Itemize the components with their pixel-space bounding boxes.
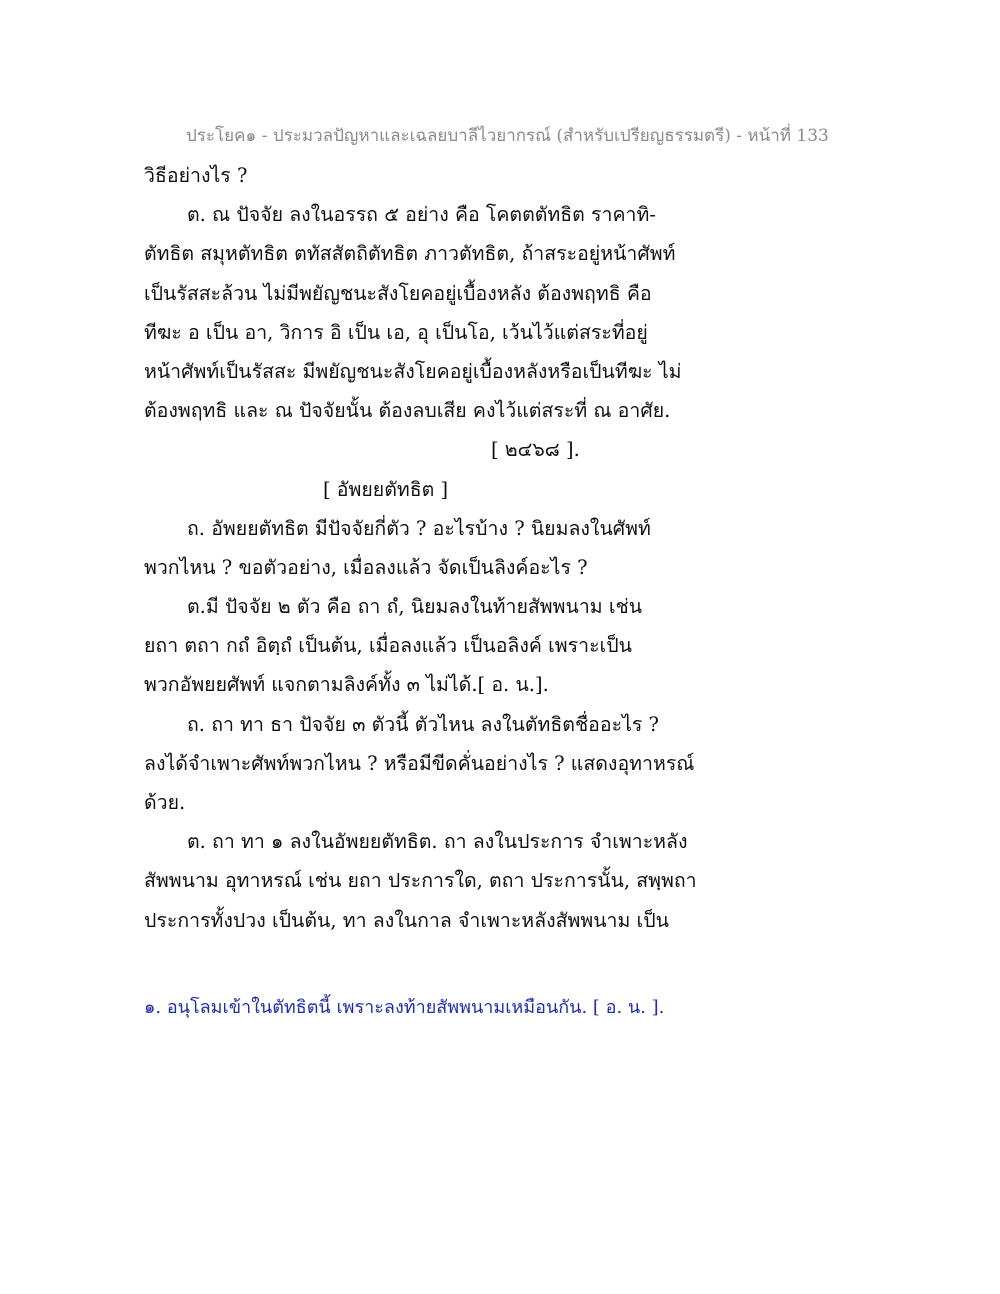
- text-line: ประการทั้งปวง เป็นต้น, ทา ลงในกาล จำเพาะหลังสัพพนาม เป็น: [144, 908, 669, 932]
- text-line: ด้วย.: [144, 791, 186, 814]
- text-line: ต.มี ปัจจัย ๒ ตัว คือ ถา ถํ, นิยมลงในท้ายสัพพนาม เช่น: [187, 595, 643, 619]
- text-line: ต. ถา ทา ๑ ลงในอัพยยตัทธิต. ถา ลงในประการ จำเพาะหลัง: [187, 830, 688, 854]
- text-line: ต. ณ ปัจจัย ลงในอรรถ ๕ อย่าง คือ โคตตตัทธิต ราคาทิ-: [187, 203, 656, 227]
- text-line: พวกไหน ? ขอตัวอย่าง, เมื่อลงแล้ว จัดเป็นลิงค์อะไร ?: [144, 555, 588, 579]
- text-line: หน้าศัพท์เป็นรัสสะ มีพยัญชนะสังโยคอยู่เบื้องหลังหรือเป็นทีฆะ ไม่: [144, 359, 682, 383]
- text-line: ถ. อัพยยตัทธิต มีปัจจัยกี่ตัว ? อะไรบ้าง ? นิยมลงในศัพท์: [187, 516, 651, 540]
- text-line: ต้องพฤทธิ และ ณ ปัจจัยนั้น ต้องลบเสีย คงไว้แต่สระที่ ณ อาศัย.: [144, 399, 671, 423]
- text-line: ถ. ถา ทา ธา ปัจจัย ๓ ตัวนี้ ตัวไหน ลงในตัทธิตชื่ออะไร ?: [187, 712, 660, 736]
- section-heading: [ อัพยยตัทธิต ]: [323, 477, 449, 501]
- body-text: [144, 156, 704, 940]
- text-line: สัพพนาม อุทาหรณ์ เช่น ยถา ประการใด, ตถา ประการนั้น, สพฺพถา: [144, 869, 697, 893]
- text-line: ยถา ตถา กถํ อิตฺถํ เป็นต้น, เมื่อลงแล้ว เป็นอลิงค์ เพราะเป็น: [144, 634, 632, 658]
- text-line: ลงได้จำเพาะศัพท์พวกไหน ? หรือมีขีดคั่นอย่างไร ? แสดงอุทาหรณ์: [144, 751, 695, 775]
- footnote: ๑. อนุโลมเข้าในตัทธิตนี้ เพราะลงท้ายสัพพนามเหมือนกัน. [ อ. น. ].: [144, 997, 665, 1018]
- text-line: ทีฆะ อ เป็น อา, วิการ อิ เป็น เอ, อุ เป็นโอ, เว้นไว้แต่สระที่อยู่: [144, 320, 648, 344]
- text-line: วิธีอย่างไร ?: [144, 164, 248, 187]
- year-reference: [ ๒๔๖๘ ].: [491, 438, 580, 462]
- text-line: เป็นรัสสะล้วน ไม่มีพยัญชนะสังโยคอยู่เบื้องหลัง ต้องพฤทธิ คือ: [144, 281, 652, 305]
- page-header: ประโยค๑ - ประมวลปัญหาและเฉลยบาลีไวยากรณ์ (สำหรับเปรียญธรรมตรี) - หน้าที่ 133: [186, 126, 829, 146]
- text-line: ตัทธิต สมุหตัทธิต ตทัสสัตถิตัทธิต ภาวตัทธิต, ถ้าสระอยู่หน้าศัพท์: [144, 242, 676, 266]
- text-line: พวกอัพยยศัพท์ แจกตามลิงค์ทั้ง ๓ ไม่ได้.[ อ. น.].: [144, 673, 549, 697]
